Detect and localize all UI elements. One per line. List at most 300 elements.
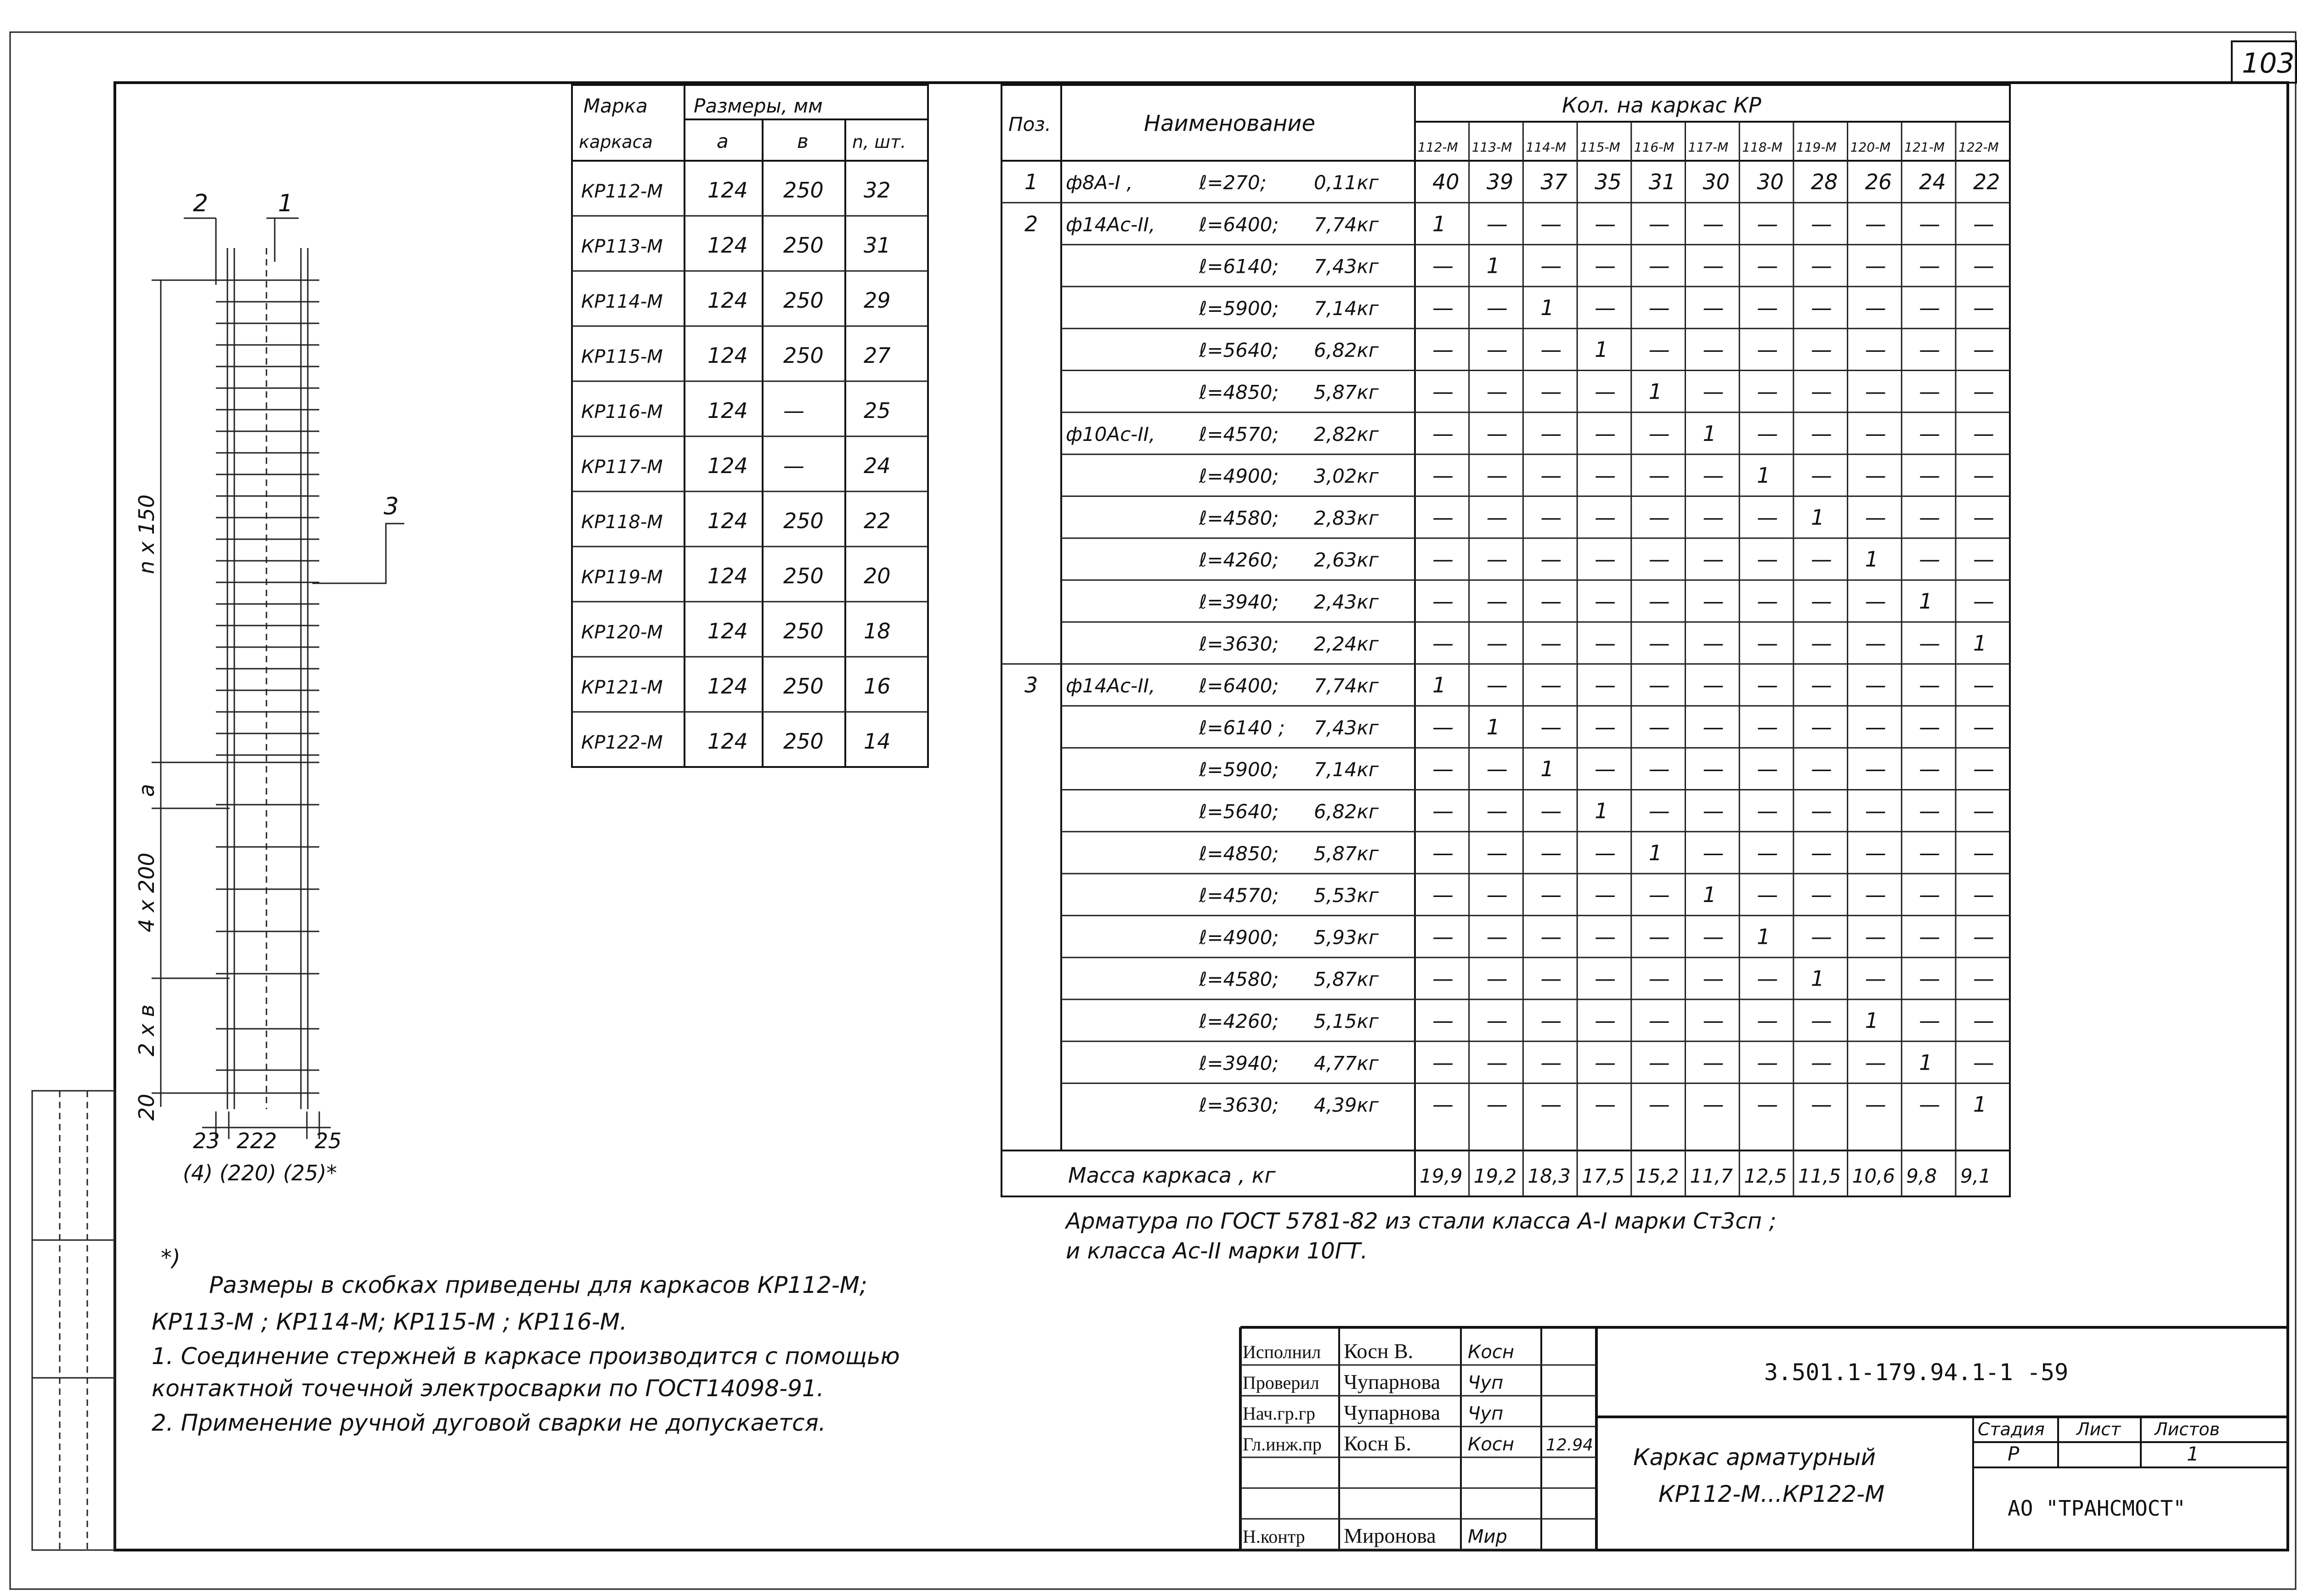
notes-line4: контактной точечной электросварки по ГОСТ14098-91. [152, 1375, 824, 1402]
spec-row-qty: — [1595, 840, 1616, 865]
spec-row-qty: — [1648, 672, 1670, 698]
spec-row-qty: 1 [1973, 631, 1987, 656]
spec-row-qty: — [1648, 505, 1670, 530]
signer-role: Проверил [1243, 1372, 1319, 1393]
spec-row-qty: — [1973, 547, 1994, 572]
marks-row-b: 250 [783, 233, 824, 258]
spec-row-qty: — [1973, 672, 1994, 698]
spec-row-qty: 1 [1973, 1092, 1987, 1117]
spec-row-length: ℓ=6140; [1199, 255, 1279, 278]
title-name-2: КР112-М...КР122-М [1658, 1481, 1885, 1507]
signer-name: Миронова [1344, 1524, 1436, 1547]
spec-row-qty: — [1486, 840, 1508, 865]
leader-label-2: 2 [193, 190, 209, 217]
spec-row-length: ℓ=3940; [1199, 591, 1279, 613]
spec-row-qty: — [1486, 211, 1508, 237]
spec-row-qty: — [1865, 337, 1886, 362]
spec-row-qty: — [1648, 463, 1670, 488]
spec-row-qty: — [1973, 463, 1994, 488]
spec-row-qty: — [1540, 672, 1562, 698]
spec-row-qty: — [1648, 882, 1670, 908]
spec-row-qty: 1 [1648, 379, 1663, 404]
spec-row-qty: — [1810, 337, 1832, 362]
spec-row-qty: — [1648, 253, 1670, 278]
spec-row-qty: 1 [1648, 840, 1663, 865]
spec-row-mass: 6,82кг [1314, 339, 1379, 362]
spec-row-qty: — [1703, 463, 1724, 488]
spec-row-qty: — [1486, 798, 1508, 823]
marks-row-mark: КР120-М [581, 622, 663, 643]
spec-row-qty: — [1648, 295, 1670, 320]
sheets-label: Листов [2155, 1419, 2220, 1439]
spec-row-qty: — [1973, 505, 1994, 530]
spec-row-qty: — [1757, 295, 1778, 320]
spec-row-qty: — [1810, 463, 1832, 488]
spec-row-qty: — [1973, 714, 1994, 739]
signer-role: Н.контр [1243, 1526, 1305, 1547]
spec-row-qty: — [1703, 756, 1724, 782]
spec-row-qty: — [1486, 1050, 1508, 1075]
spec-row-length: ℓ=4260; [1199, 1010, 1279, 1032]
signer-name: Косн Б. [1344, 1432, 1411, 1455]
sheet-number: 103 [2242, 47, 2295, 79]
spec-row-qty: — [1540, 840, 1562, 865]
spec-header-pos: Поз. [1008, 113, 1051, 135]
spec-row-qty: — [1486, 966, 1508, 991]
spec-row-qty: — [1595, 463, 1616, 488]
signer-name: Чупарнова [1344, 1370, 1441, 1393]
spec-row-mass: 3,02кг [1314, 465, 1379, 488]
spec-row-qty: — [1865, 379, 1886, 404]
spec-row-length: ℓ=6140 ; [1199, 716, 1285, 739]
spec-col-head: 112-М [1418, 140, 1458, 155]
binding-strip [32, 1091, 115, 1550]
spec-row-qty: — [1757, 966, 1778, 991]
spec-row-length: ℓ=4850; [1199, 842, 1279, 865]
spec-row-qty: — [1757, 798, 1778, 823]
mass-row-label: Масса каркаса , кг [1068, 1163, 1276, 1188]
spec-row-qty: — [1486, 421, 1508, 446]
spec-row-qty: — [1595, 379, 1616, 404]
spec-row-qty: — [1865, 756, 1886, 782]
spec-row-qty: — [1540, 421, 1562, 446]
spec-row-mass: 5,53кг [1314, 884, 1379, 907]
marks-row-a: 124 [707, 288, 748, 313]
spec-row-qty: — [1865, 672, 1886, 698]
mass-row-value: 11,7 [1690, 1165, 1733, 1187]
spec-row-qty: — [1919, 211, 1941, 237]
spec-row-qty: — [1757, 547, 1778, 572]
spec-row-qty: — [1648, 631, 1670, 656]
spec-row-qty: — [1810, 631, 1832, 656]
spec-row-qty: — [1703, 798, 1724, 823]
dim-222: 222 [237, 1128, 277, 1153]
spec-row-qty: — [1432, 1008, 1454, 1033]
marks-row-n: 22 [864, 508, 891, 533]
spec-row-qty: — [1919, 295, 1941, 320]
spec-row-qty: — [1432, 966, 1454, 991]
spec-col-head: 114-М [1526, 140, 1567, 155]
spec-row-qty: — [1973, 798, 1994, 823]
spec-row-qty: — [1810, 295, 1832, 320]
spec-row-qty: — [1810, 798, 1832, 823]
spec-row-qty: — [1648, 421, 1670, 446]
spec-row-mass: 7,14кг [1314, 758, 1379, 781]
signer-signature: Мир [1468, 1526, 1507, 1547]
spec-row-mass: 5,87кг [1314, 381, 1379, 404]
spec-col-head: 118-М [1742, 140, 1782, 155]
spec-row-qty: 22 [1973, 169, 2000, 194]
spec-row-name: ф14Ас-II, [1066, 213, 1155, 236]
spec-row-mass: 7,74кг [1314, 674, 1379, 697]
spec-row-qty: — [1919, 714, 1941, 739]
spec-row-qty: — [1757, 756, 1778, 782]
marks-row-b: — [783, 398, 804, 423]
spec-row-qty: 28 [1810, 169, 1838, 194]
spec-row-qty: — [1757, 672, 1778, 698]
spec-row-qty: — [1919, 463, 1941, 488]
spec-row-qty: — [1919, 631, 1941, 656]
spec-row-qty: — [1432, 882, 1454, 908]
signer-signature: Чуп [1468, 1403, 1504, 1424]
spec-row-qty: — [1540, 253, 1562, 278]
spec-row-qty: 1 [1486, 714, 1500, 739]
spec-row-qty: — [1595, 1050, 1616, 1075]
spec-row-qty: — [1595, 1092, 1616, 1117]
spec-row-mass: 5,15кг [1314, 1010, 1379, 1032]
spec-col-head: 115-М [1580, 140, 1620, 155]
marks-row-b: 250 [783, 564, 824, 588]
spec-row-qty: — [1757, 505, 1778, 530]
spec-row-qty: — [1919, 756, 1941, 782]
marks-header-mark2: каркаса [579, 132, 653, 152]
spec-row-qty: — [1703, 505, 1724, 530]
spec-row-qty: — [1432, 589, 1454, 614]
spec-row-qty: 1 [1810, 505, 1825, 530]
spec-row-qty: — [1486, 882, 1508, 908]
spec-row-qty: — [1973, 1050, 1994, 1075]
spec-row-length: ℓ=3940; [1199, 1052, 1279, 1075]
marks-row-n: 25 [864, 398, 891, 423]
spec-row-qty: — [1757, 631, 1778, 656]
spec-row-qty: — [1486, 1092, 1508, 1117]
marks-row-b: 250 [783, 508, 824, 533]
marks-row-n: 32 [864, 178, 891, 203]
spec-row-length: ℓ=5900; [1199, 297, 1279, 320]
marks-row-b: — [783, 453, 804, 478]
spec-row-qty: — [1540, 505, 1562, 530]
spec-row-qty: — [1973, 379, 1994, 404]
spec-row-qty: — [1595, 1008, 1616, 1033]
marks-row-a: 124 [707, 674, 748, 699]
spec-row-qty: — [1973, 924, 1994, 949]
spec-row-mass: 2,24кг [1314, 632, 1379, 655]
marks-row-mark: КР117-М [581, 457, 663, 478]
marks-row-b: 250 [783, 729, 824, 754]
spec-row-qty: — [1757, 589, 1778, 614]
spec-row-mass: 2,83кг [1314, 507, 1379, 530]
spec-row-qty: — [1432, 1092, 1454, 1117]
dim-23: 23 [193, 1128, 220, 1153]
spec-row-qty: — [1703, 1092, 1724, 1117]
spec-row-qty: — [1757, 840, 1778, 865]
spec-row-name: ф10Ас-II, [1066, 423, 1155, 446]
marks-row-mark: КР116-М [581, 401, 663, 423]
spec-row-qty: — [1810, 924, 1832, 949]
spec-row-mass: 7,74кг [1314, 213, 1379, 236]
marks-row-n: 31 [864, 233, 891, 258]
spec-row-name: ф14Ас-II, [1066, 674, 1155, 697]
spec-row-mass: 2,82кг [1314, 423, 1379, 446]
spec-row-qty: — [1865, 589, 1886, 614]
mass-row-value: 17,5 [1582, 1165, 1625, 1187]
spec-row-mass: 6,82кг [1314, 800, 1379, 823]
spec-row-qty: 1 [1540, 295, 1554, 320]
spec-row-qty: — [1432, 840, 1454, 865]
spec-col-head: 121-М [1904, 140, 1945, 155]
spec-row-mass: 4,39кг [1314, 1094, 1379, 1117]
spec-row-qty: — [1648, 1050, 1670, 1075]
spec-row-qty: — [1810, 589, 1832, 614]
spec-row-qty: — [1919, 966, 1941, 991]
spec-row-qty: — [1432, 714, 1454, 739]
marks-row-a: 124 [707, 453, 748, 478]
spec-row-qty: 1 [1540, 756, 1554, 782]
spec-row-qty: — [1432, 756, 1454, 782]
spec-row-qty: — [1432, 1050, 1454, 1075]
spec-row-mass: 7,43кг [1314, 255, 1379, 278]
spec-row-qty: — [1919, 337, 1941, 362]
spec-row-qty: — [1757, 253, 1778, 278]
spec-row-qty: — [1432, 463, 1454, 488]
spec-row-qty: — [1432, 631, 1454, 656]
marks-row-mark: КР115-М [581, 346, 663, 367]
spec-header-qty: Кол. на каркас КР [1562, 93, 1761, 118]
mass-row-value: 18,3 [1528, 1165, 1571, 1187]
mass-row-value: 9,1 [1960, 1165, 1991, 1187]
spec-row-qty: — [1432, 924, 1454, 949]
spec-row-qty: 24 [1919, 169, 1946, 194]
spec-row-qty: — [1973, 756, 1994, 782]
spec-row-qty: — [1486, 505, 1508, 530]
spec-row-qty: — [1540, 1092, 1562, 1117]
spec-row-qty: — [1973, 882, 1994, 908]
marks-row-mark: КР121-М [581, 677, 663, 698]
mass-row-value: 9,8 [1906, 1165, 1937, 1187]
spec-row-qty: — [1757, 882, 1778, 908]
marks-row-a: 124 [707, 619, 748, 643]
title-code: 3.501.1-179.94.1-1 -59 [1764, 1359, 2069, 1386]
spec-row-qty: — [1648, 1092, 1670, 1117]
spec-row-qty: 31 [1648, 169, 1676, 194]
spec-row-qty: — [1540, 379, 1562, 404]
cage-drawing [134, 190, 404, 1185]
spec-row-qty: 37 [1540, 169, 1567, 194]
spec-row-qty: — [1648, 211, 1670, 237]
marks-table [572, 85, 928, 767]
spec-row-mass: 4,77кг [1314, 1052, 1379, 1075]
spec-row-qty: — [1919, 672, 1941, 698]
spec-row-qty: 1 [1703, 882, 1716, 908]
spec-row-length: ℓ=4570; [1199, 884, 1279, 907]
spec-row-length: ℓ=4580; [1199, 968, 1279, 991]
spec-row-qty: — [1540, 631, 1562, 656]
spec-col-head: 122-М [1958, 140, 1999, 155]
spec-row-qty: — [1432, 379, 1454, 404]
spec-row-qty: — [1919, 505, 1941, 530]
mass-row-value: 19,2 [1473, 1165, 1517, 1187]
spec-row-qty: — [1810, 253, 1832, 278]
dim-4x200: 4 x 200 [134, 852, 159, 932]
spec-row-qty: — [1757, 1092, 1778, 1117]
steel-note-line2: и класса Ас-II марки 10ГТ. [1066, 1238, 1368, 1264]
mass-row-value: 10,6 [1852, 1165, 1895, 1187]
dim-a: a [134, 784, 159, 797]
signer-name: Косн В. [1344, 1339, 1414, 1363]
spec-row-qty: — [1595, 672, 1616, 698]
spec-row-qty: — [1810, 211, 1832, 237]
spec-row-qty: 40 [1432, 169, 1460, 194]
spec-row-qty: — [1595, 505, 1616, 530]
spec-row-qty: — [1648, 1008, 1670, 1033]
spec-row-qty: — [1703, 1050, 1724, 1075]
spec-row-qty: 1 [1595, 798, 1608, 823]
spec-row-qty: — [1757, 421, 1778, 446]
marks-row-b: 250 [783, 178, 824, 203]
spec-row-qty: — [1865, 798, 1886, 823]
spec-row-qty: — [1540, 337, 1562, 362]
spec-row-mass: 7,14кг [1314, 297, 1379, 320]
spec-row-qty: — [1865, 463, 1886, 488]
spec-row-qty: 1 [1865, 547, 1878, 572]
spec-row-qty: — [1810, 756, 1832, 782]
marks-row-mark: КР118-М [581, 512, 663, 533]
spec-row-qty: — [1810, 1050, 1832, 1075]
spec-row-qty: — [1703, 672, 1724, 698]
mass-row-value: 12,5 [1744, 1165, 1787, 1187]
spec-row-length: ℓ=4570; [1199, 423, 1279, 446]
spec-row-qty: 30 [1757, 169, 1784, 194]
spec-row-length: ℓ=3630; [1199, 1094, 1279, 1117]
spec-row-qty: — [1810, 1008, 1832, 1033]
dim-25: 25 [315, 1128, 342, 1153]
spec-row-qty: — [1540, 1050, 1562, 1075]
spec-row-qty: — [1432, 798, 1454, 823]
spec-row-qty: — [1810, 1092, 1832, 1117]
spec-col-head: 116-М [1634, 140, 1675, 155]
signer-signature: Косн [1468, 1342, 1515, 1363]
steel-note-line1: Арматура по ГОСТ 5781-82 из стали класса А-I марки Ст3сп ; [1066, 1208, 1776, 1234]
spec-row-qty: — [1919, 798, 1941, 823]
spec-row-pos: 1 [1024, 169, 1038, 194]
signer-date: 12.94 [1546, 1436, 1594, 1455]
marks-row-a: 124 [707, 398, 748, 423]
signer-signature: Чуп [1468, 1372, 1504, 1393]
marks-row-a: 124 [707, 564, 748, 588]
spec-row-qty: — [1595, 547, 1616, 572]
marks-row-mark: КР122-М [581, 732, 663, 753]
sheets-value: 1 [2187, 1443, 2199, 1465]
spec-row-qty: — [1648, 924, 1670, 949]
marks-row-n: 27 [864, 343, 891, 368]
spec-row-qty: — [1973, 211, 1994, 237]
spec-row-mass: 0,11кг [1314, 171, 1379, 194]
spec-row-qty: — [1486, 631, 1508, 656]
marks-row-n: 24 [864, 453, 891, 478]
spec-row-qty: — [1540, 882, 1562, 908]
spec-row-qty: — [1486, 1008, 1508, 1033]
notes-line5: 2. Применение ручной дуговой сварки не допускается. [152, 1410, 826, 1436]
spec-row-qty: — [1919, 1008, 1941, 1033]
spec-row-mass: 5,87кг [1314, 842, 1379, 865]
spec-row-mass: 5,93кг [1314, 926, 1379, 949]
stage-value: Р [2008, 1443, 2020, 1465]
spec-row-qty: 1 [1810, 966, 1825, 991]
stage-label: Стадия [1978, 1419, 2045, 1439]
spec-row-qty: — [1810, 547, 1832, 572]
spec-row-qty: 1 [1595, 337, 1608, 362]
spec-row-qty: — [1810, 421, 1832, 446]
spec-row-qty: — [1703, 547, 1724, 572]
marks-row-a: 124 [707, 729, 748, 754]
spec-row-qty: — [1919, 924, 1941, 949]
spec-row-qty: — [1919, 1092, 1941, 1117]
marks-row-b: 250 [783, 674, 824, 699]
spec-row-qty: — [1865, 505, 1886, 530]
signer-name: Чупарнова [1344, 1401, 1441, 1424]
notes-line2: КР113-М ; КР114-М; КР115-М ; КР116-М. [152, 1308, 627, 1335]
spec-row-qty: — [1540, 589, 1562, 614]
spec-row-qty: 1 [1432, 211, 1446, 237]
spec-row-qty: — [1595, 714, 1616, 739]
spec-row-qty: — [1595, 211, 1616, 237]
marks-row-n: 16 [864, 674, 891, 699]
spec-row-qty: — [1648, 589, 1670, 614]
marks-header-b: в [797, 130, 809, 152]
spec-row-qty: 1 [1757, 924, 1771, 949]
spec-header-name: Наименование [1144, 111, 1316, 136]
spec-row-qty: 1 [1757, 463, 1771, 488]
spec-row-qty: — [1540, 966, 1562, 991]
spec-row-qty: — [1703, 840, 1724, 865]
spec-row-length: ℓ=5640; [1199, 800, 1279, 823]
spec-row-qty: — [1919, 882, 1941, 908]
spec-row-qty: — [1648, 714, 1670, 739]
spec-row-qty: — [1703, 295, 1724, 320]
spec-row-name: ф8А-I , [1066, 171, 1133, 194]
spec-row-length: ℓ=6400; [1199, 674, 1279, 697]
marks-row-b: 250 [783, 288, 824, 313]
spec-row-qty: — [1865, 295, 1886, 320]
spec-row-qty: — [1810, 714, 1832, 739]
spec-row-qty: — [1703, 1008, 1724, 1033]
spec-row-qty: — [1919, 253, 1941, 278]
marks-row-mark: КР112-М [581, 181, 663, 202]
spec-row-length: ℓ=4850; [1199, 381, 1279, 404]
organization: АО "ТРАНСМОСТ" [2008, 1496, 2186, 1521]
spec-row-qty: — [1810, 840, 1832, 865]
marks-row-mark: КР119-М [581, 567, 663, 588]
spec-row-mass: 2,63кг [1314, 548, 1379, 571]
spec-row-length: ℓ=4900; [1199, 926, 1279, 949]
spec-row-qty: — [1919, 421, 1941, 446]
spec-row-qty: — [1973, 1008, 1994, 1033]
spec-col-head: 120-М [1850, 140, 1891, 155]
spec-row-length: ℓ=270; [1199, 171, 1267, 194]
spec-row-qty: — [1540, 924, 1562, 949]
spec-row-qty: — [1973, 966, 1994, 991]
spec-row-qty: — [1432, 253, 1454, 278]
